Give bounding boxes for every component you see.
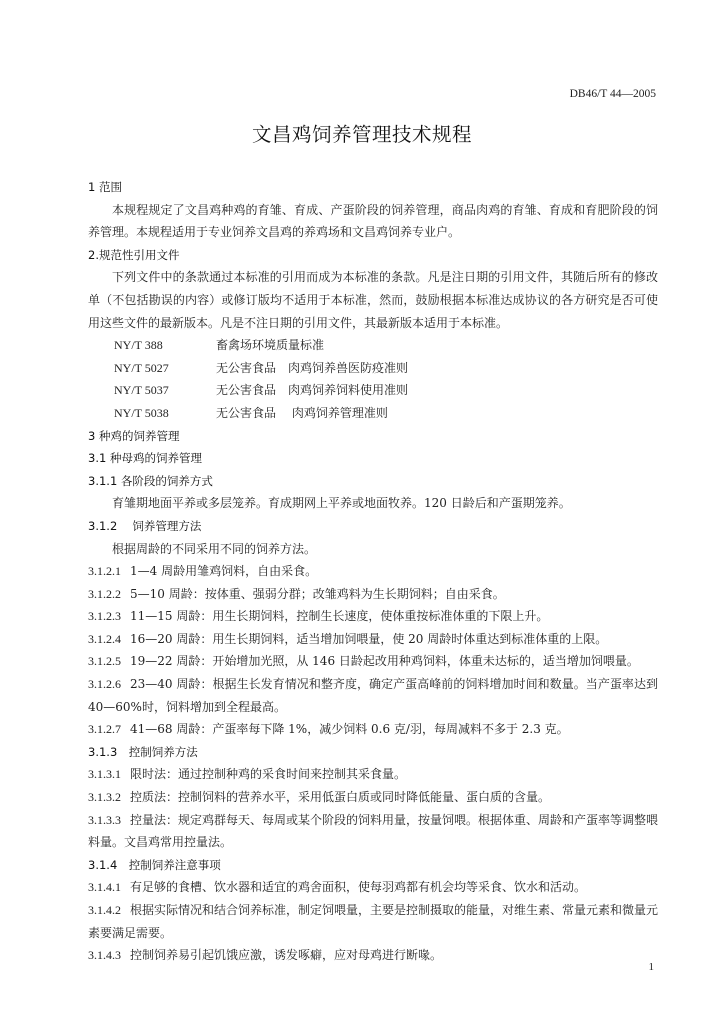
reference-title: 无公害食品 肉鸡饲养管理准则 <box>216 405 388 420</box>
clause-number: 3.1.2.1 <box>88 564 121 579</box>
section-3-1-2-heading: 3.1.2 饲养管理方法 <box>88 518 202 533</box>
clause-number: 3.1.2.7 <box>88 722 121 737</box>
section-2-heading: 2.规范性引用文件 <box>88 247 180 262</box>
clause-item <box>88 605 658 628</box>
section-3-1-4-heading: 3.1.4 控制饲养注意事项 <box>88 857 221 872</box>
clause-number: 3.1.4.3 <box>88 948 121 963</box>
clause-number: 3.1.2.6 <box>88 677 121 692</box>
clause-number: 3.1.4.2 <box>88 903 121 917</box>
clause-number: 3.1.4.1 <box>88 880 121 895</box>
clause-number: 3.1.2.3 <box>88 609 121 624</box>
clause-item <box>88 786 658 809</box>
reference-title: 无公害食品 肉鸡饲养饲料使用准则 <box>216 383 409 398</box>
section-3-1-2-intro: 根据周龄的不同采用不同的饲养方法。 <box>112 541 317 556</box>
clause-item <box>88 718 658 741</box>
section-2-paragraph: 下列文件中的条款通过本标准的引用而成为本标准的条款。凡是注日期的引用文件，其随后所有的修改单（不包括勘误的内容）或修订版均不适用于本标准，然而，鼓励根据本标准达成协议的各方研究是否可使用这些文件的最新版本。凡是不注日期的引用文件，其最新版本适用于本标准。 <box>88 270 658 330</box>
reference-item <box>88 357 658 380</box>
reference-title: 畜禽场环境质量标准 <box>216 338 325 353</box>
clause-item <box>88 650 658 673</box>
clause-item <box>88 899 658 944</box>
standard-code: DB46/T 44—2005 <box>569 88 656 100</box>
document-body <box>88 176 658 967</box>
clause-text: 有足够的食槽、饮水器和适宜的鸡舍面积，使每羽鸡都有机会均等采食、饮水和活动。 <box>130 880 587 895</box>
reference-code: NY/T 5037 <box>114 383 169 398</box>
reference-item <box>88 402 658 425</box>
clause-text: 限时法：通过控制种鸡的采食时间来控制其采食量。 <box>130 767 407 782</box>
clause-number: 3.1.3.1 <box>88 767 121 782</box>
clause-item <box>88 809 658 854</box>
reference-code: NY/T 5038 <box>114 405 169 420</box>
clause-item <box>88 876 658 899</box>
document-title: 文昌鸡饲养管理技术规程 <box>251 123 472 146</box>
clause-number: 3.1.2.2 <box>88 586 121 601</box>
clause-number: 3.1.2.4 <box>88 631 121 646</box>
clause-number: 3.1.3.3 <box>88 812 121 827</box>
section-3-1-heading: 3.1 种母鸡的饲养管理 <box>88 451 202 466</box>
section-3-1-3-heading: 3.1.3 控制饲养方法 <box>88 744 198 759</box>
clause-item <box>88 944 658 967</box>
clause-text: 根据实际情况和结合饲养标准，制定饲喂量，主要是控制摄取的能量，对维生素、常量元素和微量元素要满足需要。 <box>88 903 659 940</box>
page-number: 1 <box>648 961 654 973</box>
clause-text: 控质法：控制饲料的营养水平，采用低蛋白质或同时降低能量、蛋白质的含量。 <box>130 790 551 805</box>
clause-text: 41—68 周龄：产蛋率每下降 1%，减少饲料 0.6 克/羽，每周减料不多于 2.3 克。 <box>130 722 569 737</box>
clause-item <box>88 673 658 718</box>
section-1-paragraph: 本规程规定了文昌鸡种鸡的育雏、育成、产蛋阶段的饲养管理，商品肉鸡的育雏、育成和育肥阶段的饲养管理。本规程适用于专业饲养文昌鸡的养鸡场和文昌鸡饲养专业户。 <box>88 202 658 240</box>
clause-number: 3.1.2.5 <box>88 654 121 669</box>
clause-text: 控制饲养易引起饥饿应激，诱发啄癖，应对母鸡进行断喙。 <box>130 948 443 963</box>
reference-title: 无公害食品 肉鸡饲养兽医防疫准则 <box>216 360 409 375</box>
clause-number: 3.1.3.2 <box>88 790 121 805</box>
reference-code: NY/T 5027 <box>114 360 169 375</box>
clause-text: 控量法：规定鸡群每天、每周或某个阶段的饲料用量，按量饲喂。根据体重、周龄和产蛋率等调整喂料量。文昌鸡常用控量法。 <box>88 812 659 850</box>
clause-text: 16—20 周龄：用生长期饲料，适当增加饲喂量，使 20 周龄时体重达到标准体重的上限。 <box>130 631 608 646</box>
section-3-1-1-paragraph: 育雏期地面平养或多层笼养。育成期网上平养或地面牧养。120 日龄后和产蛋期笼养。 <box>112 496 571 511</box>
section-1-heading: 1 范围 <box>88 180 122 194</box>
clause-text: 5—10 周龄：按体重、强弱分群；改雏鸡料为生长期饲料；自由采食。 <box>130 586 505 601</box>
clause-item <box>88 560 658 583</box>
clause-text: 23—40 周龄：根据生长发育情况和整齐度，确定产蛋高峰前的饲料增加时间和数量。当产蛋率达到 40—60%时，饲料增加到全程最高。 <box>88 677 658 714</box>
clause-item <box>88 583 658 606</box>
section-3-heading: 3 种鸡的饲养管理 <box>88 428 180 443</box>
clause-text: 1—4 周龄用雏鸡饲料，自由采食。 <box>130 564 318 579</box>
clause-text: 11—15 周龄：用生长期饲料，控制生长速度，使体重按标准体重的下限上升。 <box>130 609 549 624</box>
reference-item <box>88 334 658 357</box>
section-3-1-1-heading: 3.1.1 各阶段的饲养方式 <box>88 473 213 488</box>
reference-code: NY/T 388 <box>114 338 163 353</box>
reference-item <box>88 379 658 402</box>
clause-item <box>88 628 658 651</box>
clause-item <box>88 763 658 786</box>
clause-text: 19—22 周龄：开始增加光照，从 146 日龄起改用种鸡饲料，体重未达标的，适当增加饲喂量。 <box>130 654 639 669</box>
